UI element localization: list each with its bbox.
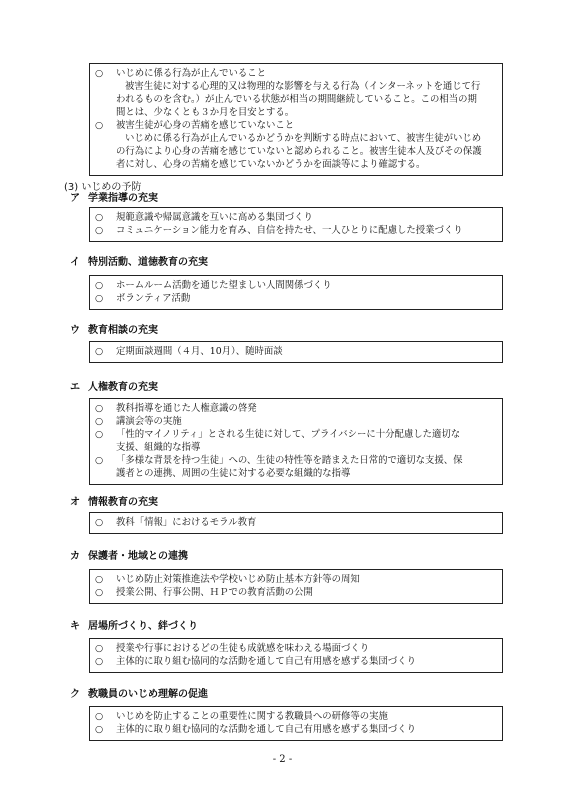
criteria-body-line: の行為により心身の苦痛を感じていないと認められること。被害生徒本人及びその保護 — [116, 146, 482, 157]
bullet-circle-icon: ○ — [95, 68, 104, 79]
list-item-text: ボランティア活動 — [116, 293, 191, 304]
bullet-circle-icon: ○ — [95, 403, 104, 414]
list-item-text: いじめを防止することの重要性に関する教職員への研修等の実施 — [116, 711, 388, 722]
subsection-box — [89, 638, 503, 673]
criteria-title: いじめに係る行為が止んでいること — [116, 68, 267, 79]
subsection-heading — [70, 496, 158, 509]
list-item-text: 「性的マイノリティ」とされる生徒に対して、プライバシーに十分配慮した適切な — [116, 429, 461, 440]
subsection-letter: ア — [70, 193, 80, 204]
bullet-circle-icon: ○ — [95, 643, 104, 654]
bullet-circle-icon: ○ — [95, 120, 104, 131]
list-item — [95, 345, 497, 358]
subsection-heading — [70, 256, 208, 269]
list-item-text: 定期面談週間（４月、10月）、随時面談 — [116, 346, 283, 357]
bullet-circle-icon: ○ — [95, 711, 104, 722]
subsection-heading — [70, 688, 208, 701]
subsection-heading — [70, 550, 188, 563]
criteria-body-line: われるものを含む。）が止んでいる状態が相当の期間継続していること。この相当の期 — [116, 94, 477, 105]
list-item-continuation: 支援、組織的な指導 — [116, 442, 201, 453]
bullet-circle-icon: ○ — [95, 517, 104, 528]
subsection-letter: エ — [70, 382, 80, 393]
intro-criteria-box — [89, 63, 503, 176]
list-item-text: コミュニケーション能力を育み、自信を持たせ、一人ひとりに配慮した授業づくり — [116, 225, 463, 236]
subsection-heading — [70, 381, 158, 394]
list-item — [95, 723, 497, 736]
list-item-continuation: 護者との連携、周囲の生徒に対する必要な組織的な指導 — [116, 468, 351, 479]
subsection-box — [89, 275, 503, 310]
list-item-text: ホームルーム活動を通じた望ましい人間関係づくり — [116, 280, 332, 291]
criteria-body-line: 者に対し、心身の苦痛を感じていないかどうかを面談等により確認する。 — [116, 159, 426, 170]
subsection-title: 特別活動、道徳教育の充実 — [88, 257, 208, 268]
list-item-text: 規範意識や帰属意識を互いに高める集団づくり — [116, 212, 313, 223]
list-item-text: 主体的に取り組む協同的な活動を通して自己有用感を感ずる集団づくり — [116, 724, 417, 735]
bullet-circle-icon: ○ — [95, 455, 104, 466]
list-item — [95, 428, 497, 441]
list-item — [95, 211, 497, 224]
subsection-title: 教職員のいじめ理解の促進 — [88, 689, 208, 700]
subsection-box — [89, 569, 503, 604]
subsection-title: 保護者・地域との連携 — [88, 551, 188, 562]
list-item — [95, 224, 497, 237]
list-item — [95, 454, 497, 467]
subsection-title: 情報教育の充実 — [88, 497, 158, 508]
bullet-circle-icon: ○ — [95, 346, 104, 357]
page-number: - 2 - — [272, 754, 293, 765]
list-item — [95, 279, 497, 292]
subsection-letter: オ — [70, 497, 80, 508]
list-item — [95, 655, 497, 668]
subsection-letter: ク — [70, 689, 80, 700]
list-item-text: 講演会等の実施 — [116, 416, 182, 427]
list-item-text: 授業や行事におけるどの生徒も成就感を味わえる場面づくり — [116, 643, 370, 654]
subsection-title: 学業指導の充実 — [88, 193, 158, 204]
list-item — [95, 642, 497, 655]
list-item-text: 教科「情報」におけるモラル教育 — [116, 517, 257, 528]
subsection-box — [89, 398, 503, 485]
list-item-text: 「多様な背景を持つ生徒」への、生徒の特性等を踏まえた日常的で適切な支援、保 — [116, 455, 463, 466]
list-item — [95, 586, 497, 599]
criteria-body-line: 被害生徒に対する心理的又は物理的な影響を与える行為（インターネットを通じて行 — [125, 81, 481, 92]
criteria-body-line: 間とは、少なくとも３か月を目安とする。 — [116, 107, 295, 118]
criteria-title: 被害生徒が心身の苦痛を感じていないこと — [116, 120, 295, 131]
list-item — [95, 710, 497, 723]
bullet-circle-icon: ○ — [95, 416, 104, 427]
bullet-circle-icon: ○ — [95, 212, 104, 223]
subsection-heading — [70, 192, 158, 205]
subsection-heading — [70, 620, 198, 633]
subsection-box — [89, 341, 503, 363]
criteria-item — [95, 67, 497, 80]
subsection-letter: ウ — [70, 325, 80, 336]
bullet-circle-icon: ○ — [95, 280, 104, 291]
list-item-text: 教科指導を通じた人権意識の啓発 — [116, 403, 257, 414]
list-item — [95, 292, 497, 305]
bullet-circle-icon: ○ — [95, 293, 104, 304]
bullet-circle-icon: ○ — [95, 656, 104, 667]
list-item-text: いじめ防止対策推進法や学校いじめ防止基本方針等の周知 — [116, 574, 360, 585]
subsection-letter: キ — [70, 621, 80, 632]
list-item-text: 主体的に取り組む協同的な活動を通して自己有用感を感ずる集団づくり — [116, 656, 417, 667]
subsection-heading — [70, 324, 158, 337]
section-title: (3) いじめの予防 — [64, 182, 142, 193]
subsection-title: 教育相談の充実 — [88, 325, 158, 336]
subsection-letter: イ — [70, 257, 80, 268]
criteria-body-line: いじめに係る行為が止んでいるかどうかを判断する時点において、被害生徒がいじめ — [125, 133, 482, 144]
subsection-box — [89, 207, 503, 242]
list-item — [95, 516, 497, 529]
bullet-circle-icon: ○ — [95, 429, 104, 440]
subsection-box — [89, 706, 503, 741]
bullet-circle-icon: ○ — [95, 724, 104, 735]
bullet-circle-icon: ○ — [95, 587, 104, 598]
subsection-letter: カ — [70, 551, 80, 562]
bullet-circle-icon: ○ — [95, 225, 104, 236]
list-item — [95, 402, 497, 415]
subsection-title: 人権教育の充実 — [88, 382, 158, 393]
list-item — [95, 415, 497, 428]
criteria-item — [95, 119, 497, 132]
list-item — [95, 573, 497, 586]
bullet-circle-icon: ○ — [95, 574, 104, 585]
list-item-text: 授業公開、行事公開、ＨＰでの教育活動の公開 — [116, 587, 313, 598]
subsection-box — [89, 512, 503, 534]
subsection-title: 居場所づくり、絆づくり — [88, 621, 198, 632]
